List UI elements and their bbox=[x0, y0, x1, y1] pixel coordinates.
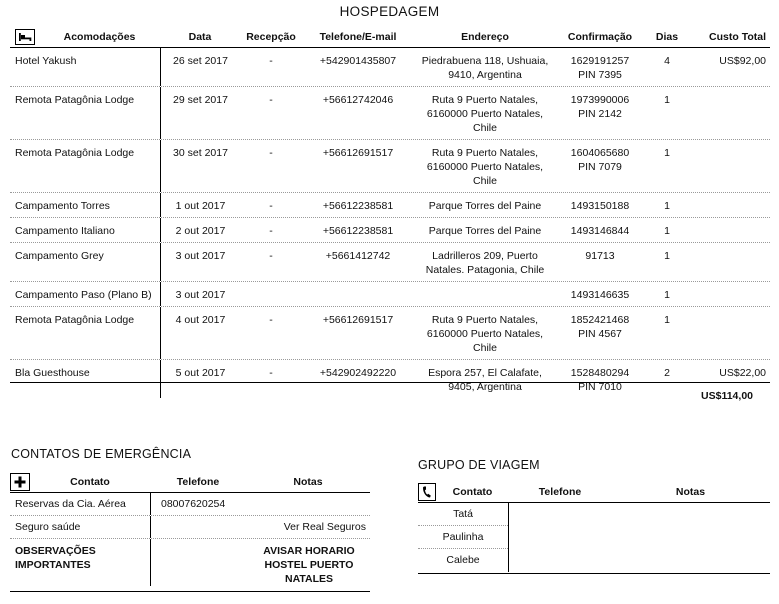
reception: - bbox=[269, 250, 273, 262]
address bbox=[414, 193, 556, 217]
lodging-row bbox=[10, 140, 770, 193]
accommodation-name: Campamento Italiano bbox=[15, 225, 115, 237]
reception: - bbox=[269, 94, 273, 106]
group-title: GRUPO DE VIAGEM bbox=[418, 458, 540, 472]
group-member: Paulinha bbox=[418, 526, 508, 549]
stay-date: 30 set 2017 bbox=[160, 140, 240, 192]
stay-date: 1 out 2017 bbox=[160, 193, 240, 217]
header-total-cost: Custo Total bbox=[709, 30, 766, 43]
stay-date: 4 out 2017 bbox=[160, 307, 240, 359]
confirmation bbox=[556, 282, 644, 306]
emergency-phone: 08007620254 bbox=[150, 493, 246, 515]
phone-email bbox=[302, 282, 414, 306]
accommodation-name: Campamento Paso (Plano B) bbox=[15, 289, 152, 301]
stay-date: 29 set 2017 bbox=[160, 87, 240, 139]
stay-date: 26 set 2017 bbox=[160, 48, 240, 86]
stay-date: 5 out 2017 bbox=[160, 360, 240, 398]
emergency-notes: Ver Real Seguros bbox=[283, 521, 366, 533]
group-table bbox=[418, 481, 770, 572]
header-reception: Recepção bbox=[246, 30, 296, 43]
address bbox=[414, 360, 556, 398]
confirmation-line: PIN 7010 bbox=[578, 381, 622, 393]
group-members bbox=[418, 503, 509, 572]
group-header-notes: Notas bbox=[675, 485, 706, 498]
lodging-row bbox=[10, 218, 770, 243]
phone-email: +56612691517 bbox=[322, 314, 394, 326]
days: 1 bbox=[664, 289, 670, 301]
address-line: Ladrilleros 209, Puerto bbox=[432, 250, 538, 262]
days: 1 bbox=[664, 147, 670, 159]
observations-label-line: OBSERVAÇÕES bbox=[15, 545, 96, 557]
reception: - bbox=[269, 314, 273, 326]
days: 1 bbox=[664, 314, 670, 326]
emergency-row-observations bbox=[10, 539, 370, 586]
emergency-title: CONTATOS DE EMERGÊNCIA bbox=[11, 447, 192, 461]
reception: - bbox=[269, 147, 273, 159]
total-cost bbox=[690, 87, 770, 139]
address bbox=[414, 243, 556, 281]
lodging-table bbox=[10, 26, 770, 398]
confirmation-line: PIN 4567 bbox=[578, 328, 622, 340]
emergency-table-header bbox=[10, 471, 370, 493]
group-table-header bbox=[418, 481, 770, 503]
address bbox=[414, 140, 556, 192]
address-line: Natales. Patagonia, Chile bbox=[425, 264, 545, 276]
observations-note-line: HOSTEL PUERTO bbox=[264, 559, 354, 571]
address-line: Parque Torres del Paine bbox=[428, 200, 542, 212]
group-header-contact-label: Contato bbox=[452, 485, 493, 498]
days: 1 bbox=[664, 94, 670, 106]
lodging-total: US$114,00 bbox=[701, 390, 753, 402]
address-line: Piedrabuena 118, Ushuaia, bbox=[421, 55, 549, 67]
emergency-row bbox=[10, 493, 370, 516]
total-cost: US$22,00 bbox=[719, 367, 766, 379]
lodging-row bbox=[10, 87, 770, 140]
address bbox=[414, 218, 556, 242]
reception: - bbox=[269, 200, 273, 212]
header-confirmation: Confirmação bbox=[567, 30, 633, 43]
phone-email: +56612691517 bbox=[322, 147, 394, 159]
address-line: 6160000 Puerto Natales, bbox=[426, 328, 544, 340]
total-cost bbox=[690, 243, 770, 281]
total-cost: US$92,00 bbox=[719, 55, 766, 67]
total-divider bbox=[10, 382, 770, 383]
days: 4 bbox=[664, 55, 670, 67]
observations-phone bbox=[150, 539, 246, 586]
header-days: Dias bbox=[655, 30, 679, 43]
group-body bbox=[418, 503, 770, 572]
confirmation-line: 1493146844 bbox=[570, 225, 630, 237]
address bbox=[414, 307, 556, 359]
header-accommodations bbox=[10, 26, 160, 48]
emergency-header-notes: Notas bbox=[293, 475, 323, 488]
header-accommodations-label: Acomodações bbox=[63, 30, 136, 43]
address bbox=[414, 87, 556, 139]
confirmation bbox=[556, 243, 644, 281]
group-member: Calebe bbox=[446, 554, 480, 566]
confirmation-line: 1493150188 bbox=[570, 200, 630, 212]
observations-label-line: IMPORTANTES bbox=[15, 559, 91, 571]
observations-note bbox=[246, 539, 370, 586]
address-line: Espora 257, El Calafate, bbox=[428, 367, 542, 379]
confirmation bbox=[556, 48, 644, 86]
confirmation-line: 1973990006 bbox=[570, 94, 630, 106]
emergency-contact: Reservas da Cia. Aérea bbox=[15, 498, 126, 510]
confirmation bbox=[556, 140, 644, 192]
confirmation bbox=[556, 360, 644, 398]
total-cost bbox=[690, 218, 770, 242]
phone-email: +5661412742 bbox=[325, 250, 391, 262]
lodging-row bbox=[10, 307, 770, 360]
emergency-notes bbox=[246, 493, 370, 515]
confirmation-line: 1852421468 bbox=[570, 314, 630, 326]
confirmation bbox=[556, 193, 644, 217]
confirmation-line: 91713 bbox=[585, 250, 615, 262]
header-phone-email: Telefone/E-mail bbox=[319, 30, 397, 43]
address-line: 9405, Argentina bbox=[448, 381, 522, 393]
accommodation-name: Hotel Yakush bbox=[15, 55, 77, 67]
phone-icon bbox=[418, 483, 436, 501]
address bbox=[414, 282, 556, 306]
emergency-phone bbox=[150, 516, 246, 538]
phone-email: +542901435807 bbox=[319, 55, 397, 67]
total-cost bbox=[690, 140, 770, 192]
lodging-table-header bbox=[10, 26, 770, 48]
emergency-bottom-divider bbox=[10, 591, 370, 592]
address-line: 6160000 Puerto Natales, bbox=[426, 161, 544, 173]
header-address: Endereço bbox=[461, 30, 509, 43]
address-line: Chile bbox=[473, 175, 497, 187]
total-cost bbox=[690, 193, 770, 217]
group-bottom-divider bbox=[418, 573, 770, 574]
group-member: Tatá bbox=[418, 503, 508, 526]
address-line bbox=[414, 288, 556, 302]
lodging-rows bbox=[10, 48, 770, 398]
phone-email: +56612238581 bbox=[322, 200, 394, 212]
days: 2 bbox=[664, 367, 670, 379]
confirmation-line: PIN 7395 bbox=[578, 69, 622, 81]
address-line: Ruta 9 Puerto Natales, bbox=[431, 147, 539, 159]
header-date: Data bbox=[188, 30, 212, 43]
observations-note-line: NATALES bbox=[284, 573, 334, 585]
address-line: Chile bbox=[473, 342, 497, 354]
confirmation-line: PIN 7079 bbox=[578, 161, 622, 173]
phone-email: +542902492220 bbox=[319, 367, 397, 379]
lodging-row bbox=[10, 282, 770, 307]
observations-note-line: AVISAR HORARIO bbox=[263, 545, 355, 557]
days: 1 bbox=[664, 200, 670, 212]
reception: - bbox=[269, 367, 273, 379]
emergency-header-contact bbox=[10, 473, 150, 491]
accommodation-name: Remota Patagônia Lodge bbox=[15, 94, 135, 106]
days: 1 bbox=[664, 250, 670, 262]
total-cost bbox=[690, 307, 770, 359]
days: 1 bbox=[664, 225, 670, 237]
reception: - bbox=[269, 55, 273, 67]
emergency-header-contact-label: Contato bbox=[70, 475, 110, 488]
lodging-row bbox=[10, 48, 770, 87]
lodging-row bbox=[10, 360, 770, 398]
address-line: Ruta 9 Puerto Natales, bbox=[431, 314, 539, 326]
stay-date: 3 out 2017 bbox=[160, 243, 240, 281]
address-line: Ruta 9 Puerto Natales, bbox=[431, 94, 539, 106]
confirmation-line: 1493146635 bbox=[570, 289, 630, 301]
emergency-header-phone: Telefone bbox=[176, 475, 220, 488]
confirmation-line: 1528480294 bbox=[570, 367, 630, 379]
confirmation-line: PIN 2142 bbox=[578, 108, 622, 120]
reception bbox=[240, 282, 302, 306]
accommodation-name: Remota Patagônia Lodge bbox=[15, 314, 135, 326]
emergency-row bbox=[10, 516, 370, 539]
emergency-table bbox=[10, 471, 370, 586]
lodging-row bbox=[10, 193, 770, 218]
accommodation-name: Campamento Torres bbox=[15, 200, 110, 212]
bed-icon bbox=[15, 29, 35, 45]
stay-date: 3 out 2017 bbox=[160, 282, 240, 306]
address-line: Parque Torres del Paine bbox=[428, 225, 542, 237]
phone-email: +56612238581 bbox=[322, 225, 394, 237]
address bbox=[414, 48, 556, 86]
total-cost bbox=[690, 282, 770, 306]
address-line: 9410, Argentina bbox=[448, 69, 522, 81]
confirmation bbox=[556, 307, 644, 359]
accommodation-name: Campamento Grey bbox=[15, 250, 104, 262]
plus-icon bbox=[10, 473, 30, 491]
observations-label bbox=[10, 539, 150, 586]
group-header-contact bbox=[418, 483, 509, 501]
confirmation-line: 1629191257 bbox=[570, 55, 630, 67]
group-header-phone: Telefone bbox=[538, 485, 582, 498]
address-line: Chile bbox=[473, 122, 497, 134]
lodging-title: HOSPEDAGEM bbox=[339, 4, 440, 19]
confirmation bbox=[556, 218, 644, 242]
accommodation-name: Bla Guesthouse bbox=[15, 367, 90, 379]
confirmation-line: 1604065680 bbox=[570, 147, 630, 159]
confirmation bbox=[556, 87, 644, 139]
accommodation-name: Remota Patagônia Lodge bbox=[15, 147, 135, 159]
phone-email: +56612742046 bbox=[322, 94, 394, 106]
lodging-row bbox=[10, 243, 770, 282]
address-line: 6160000 Puerto Natales, bbox=[426, 108, 544, 120]
stay-date: 2 out 2017 bbox=[160, 218, 240, 242]
emergency-contact: Seguro saúde bbox=[15, 521, 81, 533]
reception: - bbox=[269, 225, 273, 237]
